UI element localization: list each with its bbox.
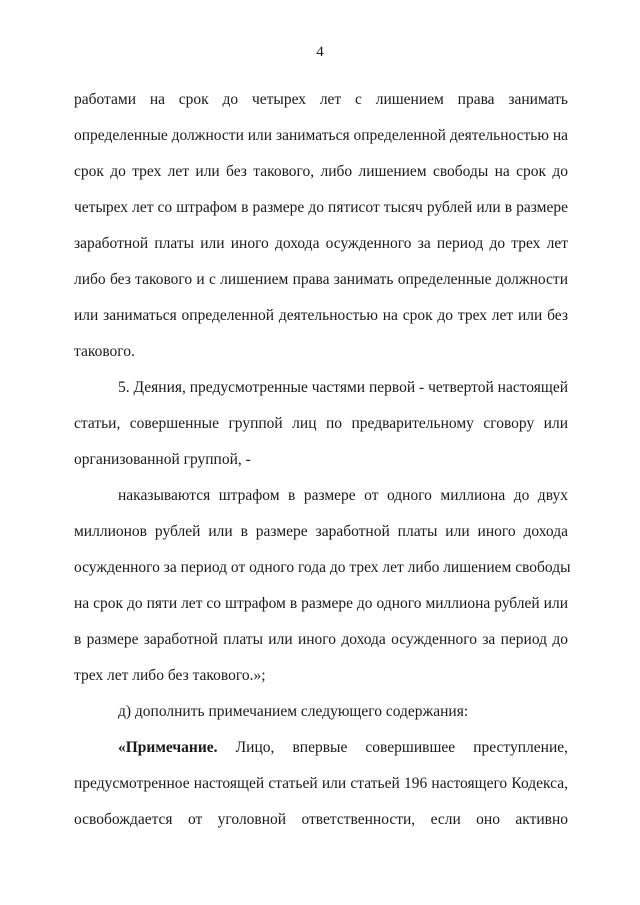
paragraph-line: заработной платы или иного дохода осужденного за период до трех лет: [74, 235, 568, 252]
note-lead-text: Лицо, впервые совершившее преступление,: [235, 739, 569, 756]
paragraph-line: предусмотренное настоящей статьей или статьей 196 настоящего Кодекса,: [74, 775, 568, 792]
paragraph-line: д) дополнить примечанием следующего содержания:: [118, 703, 469, 720]
paragraph-line: наказываются штрафом в размере от одного миллиона до двух: [118, 487, 568, 504]
paragraph-line: на срок до пяти лет со штрафом в размере до одного миллиона рублей или: [74, 595, 568, 612]
paragraph-line: в размере заработной платы или иного дохода осужденного за период до: [74, 631, 568, 648]
paragraph-line: трех лет либо без такового.»;: [74, 667, 266, 684]
paragraph-line: миллионов рублей или в размере заработной платы или иного дохода: [74, 523, 568, 540]
paragraph-line: работами на срок до четырех лет с лишением права занимать: [74, 91, 568, 108]
page-number: 4: [316, 44, 324, 60]
paragraph-line: освобождается от уголовной ответственности, если оно активно: [74, 811, 568, 828]
paragraph-line: определенные должности или заниматься определенной деятельностью на: [74, 127, 568, 144]
paragraph-line: организованной группой, -: [74, 451, 251, 468]
paragraph-line: четырех лет со штрафом в размере до пятисот тысяч рублей или в размере: [74, 199, 568, 216]
paragraph-line: 5. Деяния, предусмотренные частями первой - четвертой настоящей: [118, 379, 568, 396]
paragraph-line: статьи, совершенные группой лиц по предварительному сговору или: [74, 415, 568, 432]
paragraph-line: осужденного за период от одного года до трех лет либо лишением свободы: [74, 559, 571, 576]
paragraph-line: либо без такового и с лишением права занимать определенные должности: [74, 271, 568, 288]
paragraph-line: или заниматься определенной деятельностью на срок до трех лет или без: [74, 307, 568, 324]
note-lead-line: [118, 738, 568, 758]
paragraph-line: такового.: [74, 343, 135, 360]
note-heading: «Примечание.: [118, 739, 218, 756]
paragraph-line: срок до трех лет или без такового, либо лишением свободы на срок до: [74, 163, 568, 180]
